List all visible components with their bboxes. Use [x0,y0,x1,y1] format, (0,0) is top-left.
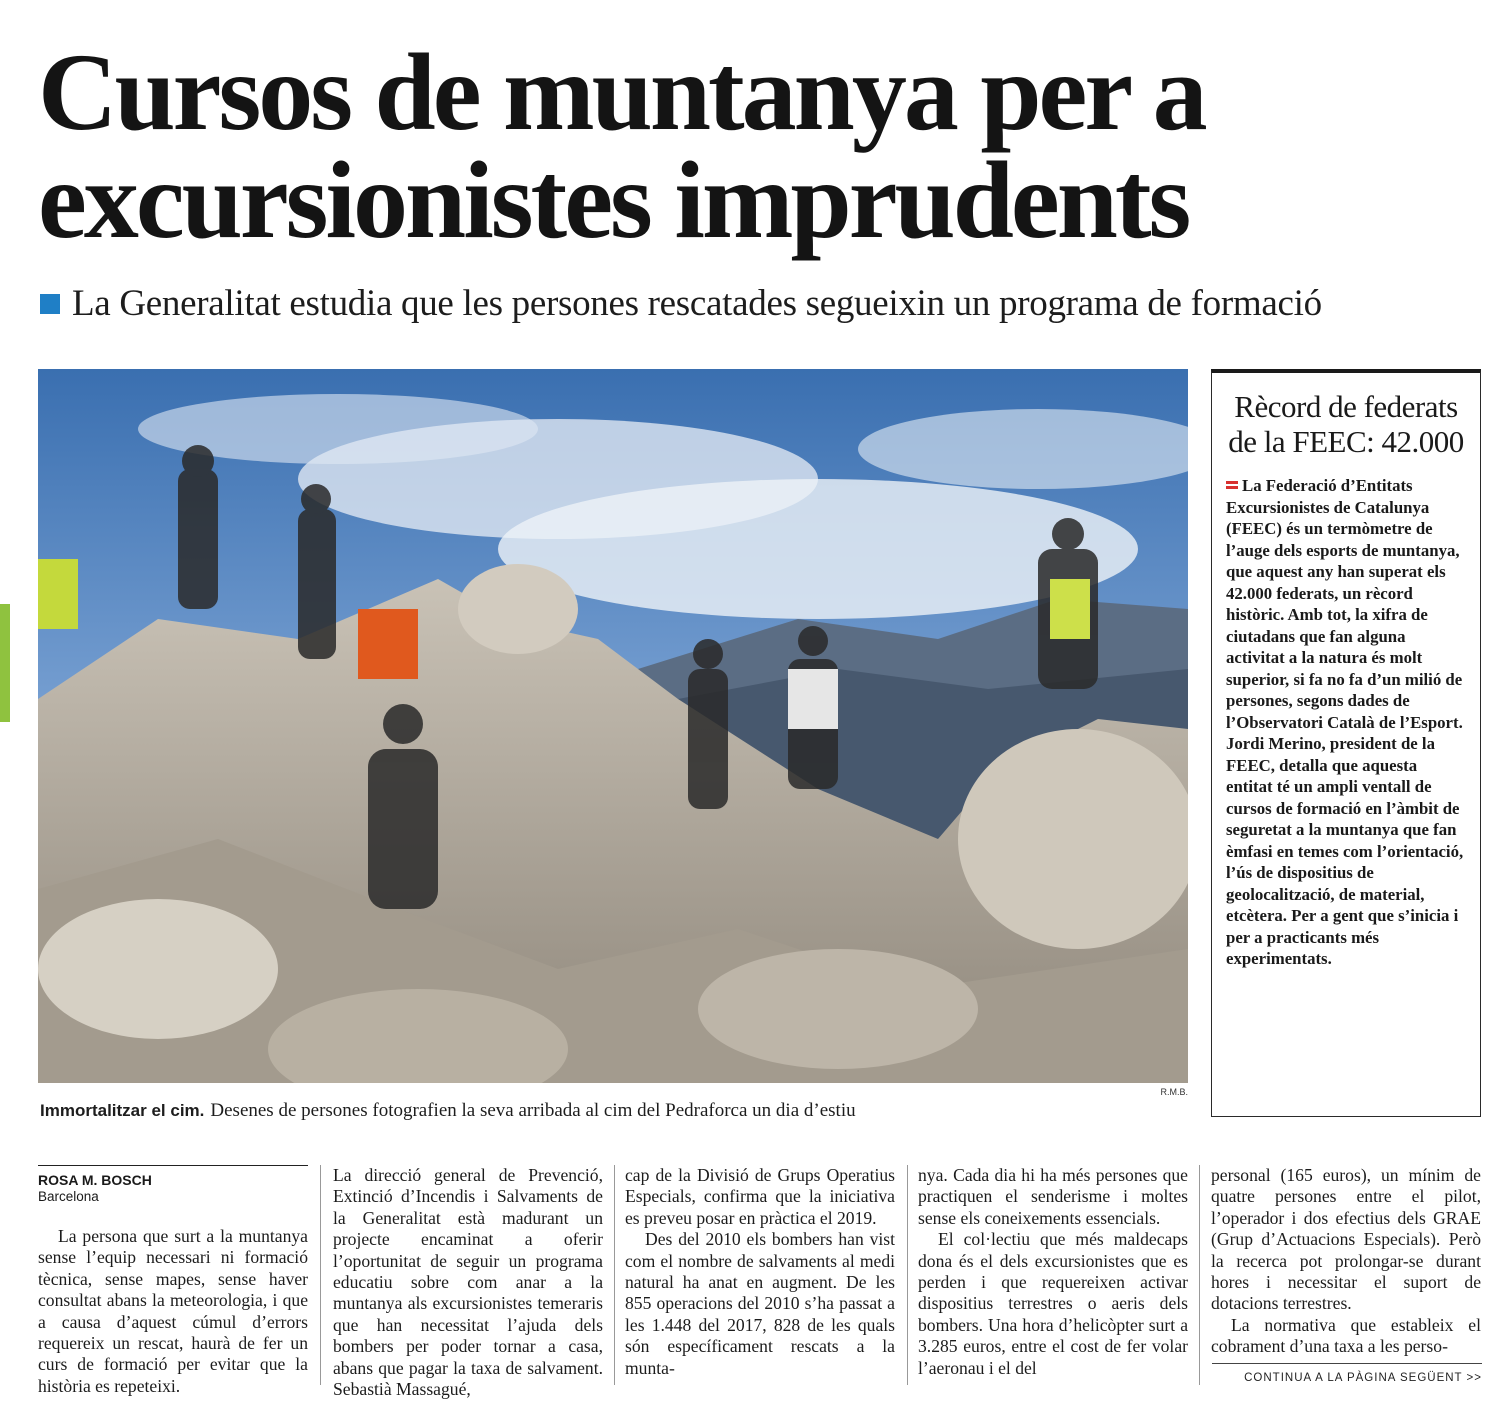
column-divider [1199,1165,1200,1385]
equals-icon [1226,481,1238,489]
paragraph: El col·lectiu que més maldecaps dona és el dels excursionistes que es perden i que requereixen activar dispositius terrestres o aeris dels bombers. Una hora d’helicòpter surt a 3.285 euros, entre el cost de fer volar l’aeronau i el del [918,1229,1188,1378]
article-column-2 [333,1165,603,1400]
subheadline [40,282,1322,325]
paragraph: La persona que surt a la muntanya sense l’equip necessari ni formació tècnica, sense mapes, sense haver consultat abans la meteorologia, i que a causa d’aquest cúmul d’errors requereix un rescat, haurà de fer un curs de formació per evitar que la història es repeteixi. [38,1226,308,1396]
section-color-tab [0,604,10,722]
photo-credit: R.M.B. [1160,1087,1188,1097]
byline-place: Barcelona [38,1189,99,1204]
sidebar-box [1211,369,1481,1117]
subheadline-text: La Generalitat estudia que les persones rescatades segueixin un programa de formació [72,283,1322,324]
column-divider [320,1165,321,1385]
summit-photo-illustration [38,369,1188,1083]
column-divider [614,1165,615,1385]
byline [38,1165,308,1204]
byline-author: ROSA M. BOSCH [38,1172,152,1188]
caption-lead: Immortalitzar el cim. [40,1101,205,1120]
paragraph: cap de la Divisió de Grups Operatius Especials, confirma que la iniciativa es preveu posar en pràctica el 2019. [625,1165,895,1228]
paragraph: personal (165 euros), un mínim de quatre persones entre el pilot, l’operador i dos efectius dels GRAE (Grup d’Actuacions Especials). Però la recerca pot prolongar-se durant hores i necessitar el suport de dotacions terrestres. [1211,1165,1481,1314]
paragraph: La direcció general de Prevenció, Extinció d’Incendis i Salvaments de la Generalitat està madurant un projecte encaminat a oferir l’oportunitat de seguir un programa educatiu sobre com anar a la muntanya als excursionistes temeraris que han necessitat l’ajuda dels bombers per poder tornar a casa, abans que pagar la taxa de salvament. Sebastià Massagué, [333,1165,603,1400]
headline: Cursos de muntanya per a excursionistes imprudents [38,31,1205,261]
sidebar-body-text: La Federació d’Entitats Excursionistes de Catalunya (FEEC) és un termòmetre de l’auge dels esports de muntanya, que aquest any han superat els 42.000 federats, un rècord històric. Amb tot, la xifra de ciutadans que fan alguna activitat a la natura és molt superior, si fa no fa d’un milió de persones, segons dades de l’Observatori Català de l’Esport. Jordi Merino, president de la FEEC, detalla que aquesta entitat té un ampli ventall de cursos de formació en l’àmbit de seguretat a la muntanya que fan èmfasi en temes com l’orientació, l’ús de dispositius de geolocalització, de material, etcètera. Per a gent que s’inicia i per a practicants més experimentats. [1226,476,1464,968]
paragraph: Des del 2010 els bombers han vist com el nombre de salvaments al medi natural ha anat en augment. De les 855 operacions del 2010 s’ha passat a les 1.448 del 2017, 828 de les quals són específicament rescats a la munta- [625,1229,895,1378]
bullet-square-icon [40,294,60,314]
article-column-5 [1211,1165,1481,1358]
article-column-4 [918,1165,1188,1379]
continua-rule [1212,1363,1482,1364]
continued-next-page-link[interactable]: CONTINUA A LA PÀGINA SEGÜENT >> [1244,1372,1482,1384]
caption-text: Desenes de persones fotografien la seva arribada al cim del Pedraforca un dia d’estiu [210,1100,856,1121]
paragraph: nya. Cada dia hi ha més persones que practiquen el senderisme i moltes sense els coneixements essencials. [918,1165,1188,1228]
paragraph: La normativa que estableix el cobrament d’una taxa a les perso- [1211,1314,1481,1357]
photo-caption [40,1100,856,1122]
article-column-3 [625,1165,895,1379]
column-divider [907,1165,908,1385]
article-column-1 [38,1226,308,1397]
sidebar-title: Rècord de federats de la FEEC: 42.000 [1228,389,1464,459]
summit-photo [38,369,1188,1083]
sidebar-body [1226,475,1466,970]
